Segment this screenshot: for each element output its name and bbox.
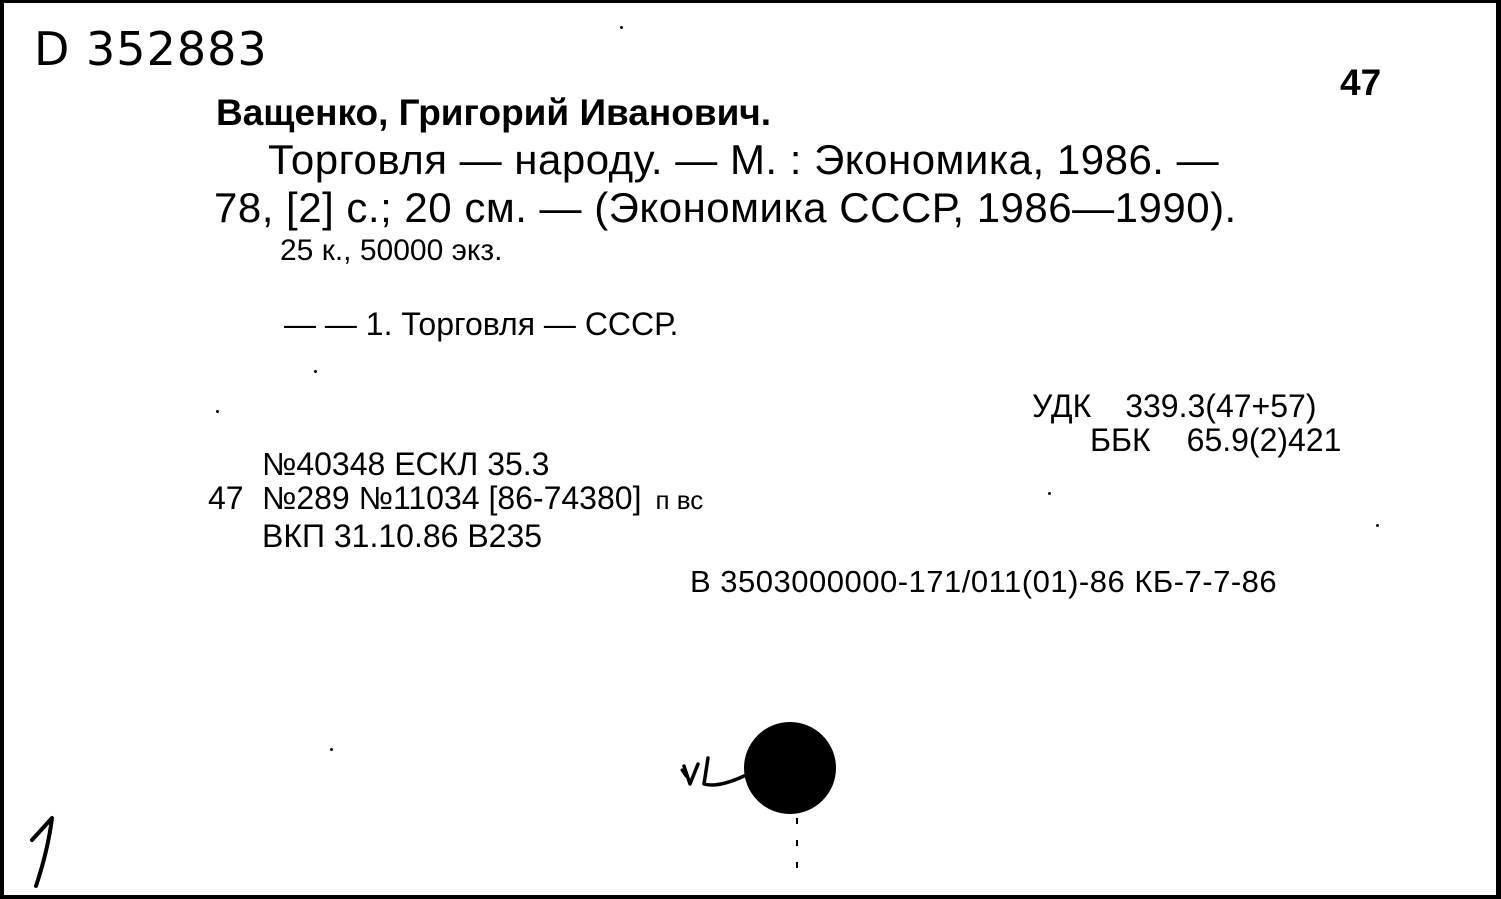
scan-speck: [1048, 492, 1051, 495]
accession-line-1: №40348 ЕСКЛ 35.3: [262, 446, 550, 482]
bbk-value: 65.9(2)421: [1186, 422, 1342, 458]
author-heading: Ващенко, Григорий Иванович.: [216, 92, 772, 133]
shelf-number: 47: [1340, 62, 1382, 103]
bbk-classification: [1090, 422, 1341, 459]
accession-line-2-text: №289 №11034 [86-74380]: [262, 480, 642, 516]
call-number: D 352883: [34, 22, 268, 76]
scan-speck: [216, 410, 219, 413]
handwritten-initials-icon: [678, 754, 748, 794]
udk-classification: [1032, 388, 1316, 425]
bbk-label: ББК: [1090, 422, 1151, 458]
accession-line-2-suffix: п вс: [655, 485, 704, 515]
punch-hole: [744, 722, 836, 814]
punch-guide-line: [796, 818, 798, 880]
publication-code: В 3503000000-171/011(01)-86 КБ-7-7-86: [690, 564, 1278, 599]
pencil-mark-icon: [22, 810, 62, 890]
udk-value: 339.3(47+57): [1125, 388, 1317, 424]
scan-speck: [314, 370, 317, 373]
udk-label: УДК: [1032, 388, 1092, 424]
scan-speck: [1376, 524, 1379, 527]
scan-speck: [620, 26, 623, 29]
accession-line-3: ВКП 31.10.86 В235: [262, 518, 543, 554]
price-circulation: 25 к., 50000 экз.: [280, 234, 503, 267]
title-statement: Торговля — народу. — М. : Экономика, 1986. —: [268, 136, 1220, 183]
physical-description: 78, [2] с.; 20 см. — (Экономика СССР, 1986—1990).: [214, 184, 1237, 231]
scan-speck: [330, 748, 333, 751]
accession-line-2: [262, 480, 703, 517]
accession-prefix: 47: [208, 480, 244, 516]
subject-heading: — — 1. Торговля — СССР.: [284, 306, 679, 342]
